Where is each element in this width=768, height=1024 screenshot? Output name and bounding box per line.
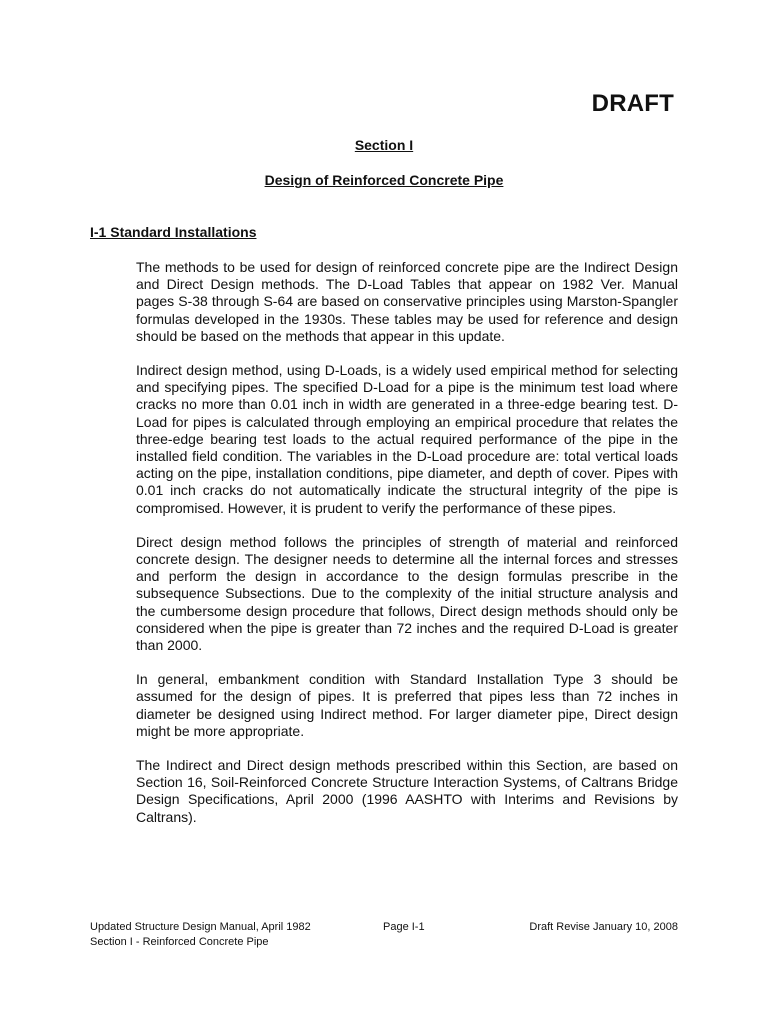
section-title: Section I: [354, 137, 414, 153]
footer-revision-date: Draft Revise January 10, 2008: [529, 921, 678, 933]
page-footer: [90, 920, 678, 950]
draft-label: DRAFT: [591, 90, 674, 117]
paragraph: Direct design method follows the principles of strength of material and reinforced concrete design. The designer needs to determine all the internal forces and stresses and perform the design in accordance to the design formulas prescribe in the subsequence Subsections. Due to the complexity of the initial structure analysis and the cumbersome design procedure that follows, Direct design methods should only be considered when the pipe is greater than 72 inches and the required D-Load is greater than 2000.: [136, 533, 678, 654]
footer-page-number: Page I-1: [383, 921, 425, 933]
paragraph: Indirect design method, using D-Loads, is a widely used empirical method for selecting and specifying pipes. The specified D-Load for a pipe is the minimum test load where cracks no more than 0.01 inch in width are generated in a three-edge bearing test. D-Load for pipes is calculated through employing an empirical procedure that relates the three-edge bearing test loads to the actual required performance of the pipe in the installed field condition. The variables in the D-Load procedure are: total vertical loads acting on the pipe, installation conditions, pipe diameter, and depth of cover. Pipes with 0.01 inch cracks do not automatically indicate the structural integrity of the pipe is compromised. However, it is prudent to verify the performance of these pipes.: [136, 362, 678, 516]
footer-manual-title: Updated Structure Design Manual, April 1982: [90, 921, 311, 933]
footer-section-label: Section I - Reinforced Concrete Pipe: [90, 936, 269, 948]
paragraph: The methods to be used for design of reinforced concrete pipe are the Indirect Design and Direct Design methods. The D-Load Tables that appear on 1982 Ver. Manual pages S-38 through S-64 are based on conservative principles using Marston-Spangler formulas developed in the 1930s. These tables may be used for reference and design should be based on the methods that appear in this update.: [136, 259, 678, 344]
subsection-heading: I-1 Standard Installations: [90, 224, 257, 240]
document-title: Design of Reinforced Concrete Pipe: [264, 172, 504, 188]
paragraph: In general, embankment condition with Standard Installation Type 3 should be assumed for the design of pipes. It is preferred that pipes less than 72 inches in diameter be designed using Indirect method. For larger diameter pipe, Direct design might be more appropriate.: [136, 671, 678, 739]
footer-row: [90, 920, 678, 935]
body-text: [136, 259, 678, 843]
footer-row: [90, 935, 678, 950]
paragraph: The Indirect and Direct design methods prescribed within this Section, are based on Section 16, Soil-Reinforced Concrete Structure Interaction Systems, of Caltrans Bridge Design Specifications, April 2000 (1996 AASHTO with Interims and Revisions by Caltrans).: [136, 757, 678, 825]
